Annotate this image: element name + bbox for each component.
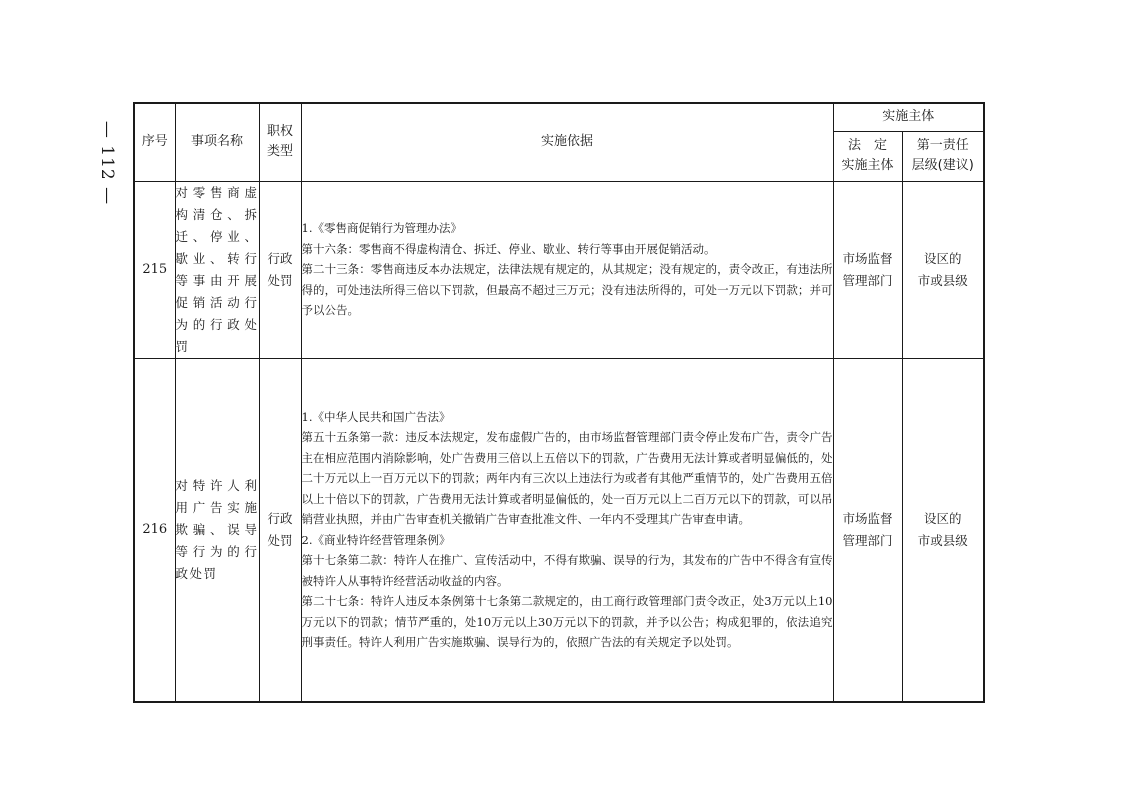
- header-type-line1: 职权: [266, 124, 293, 140]
- row-level: [902, 181, 984, 358]
- row-type-line2: 处罚: [267, 272, 293, 288]
- row-item-name: 对零售商虚构清仓、拆迁、停业、歇业、转行等事由开展促销活动行为的行政处罚: [175, 181, 259, 358]
- row-legal-subject: [833, 181, 902, 358]
- row-seq: 215: [134, 181, 175, 358]
- basis-paragraph: 第十七条第二款：特许人在推广、宣传活动中，不得有欺骗、误导的行为，其发布的广告中不得含有宣传被特许人从事特许经营活动收益的内容。: [301, 553, 833, 588]
- row-org-line2: 管理部门: [842, 272, 893, 288]
- basis-paragraph: 第二十七条：特许人违反本条例第十七条第二款规定的，由工商行政管理部门责令改正，处3万元以上10万元以下的罚款；情节严重的，处10万元以上30万元以下的罚款，并予以公告；构成犯罪的，依法追究刑事责任。特许人利用广告实施欺骗、误导行为的，依照广告法的有关规定予以处罚。: [301, 594, 833, 650]
- basis-paragraph: 1.《中华人民共和国广告法》: [301, 409, 451, 424]
- row-type-line2: 处罚: [267, 532, 293, 548]
- header-type: [259, 103, 301, 181]
- table-row: [134, 181, 984, 358]
- basis-paragraph: 第十六条：零售商不得虚构清仓、拆迁、停业、歇业、转行等事由开展促销活动。: [301, 241, 716, 256]
- basis-paragraph: 第二十三条：零售商违反本办法规定，法律法规有规定的，从其规定；没有规定的，责令改正，有违法所得的，可处违法所得三倍以下罚款，但最高不超过三万元；没有违法所得的，可处一万元以下罚款；并可予以公告。: [301, 262, 833, 318]
- header-legal-subject: [833, 131, 902, 181]
- row-basis: [301, 181, 833, 358]
- header-row-1: [134, 103, 984, 131]
- row-type-line1: 行政: [267, 510, 293, 526]
- row-org-line1: 市场监督: [842, 250, 893, 266]
- enforcement-table: [133, 102, 985, 703]
- row-level-line1: 设区的: [924, 250, 962, 266]
- row-type: [259, 358, 301, 702]
- header-name: 事项名称: [175, 103, 259, 181]
- row-basis: [301, 358, 833, 702]
- row-item-name: 对特许人利用广告实施欺骗、误导等行为的行政处罚: [175, 358, 259, 702]
- page-number-text: — 112 —: [97, 120, 118, 206]
- header-basis: 实施依据: [301, 103, 833, 181]
- header-subject: 实施主体: [833, 103, 984, 131]
- header-type-line2: 类型: [266, 144, 293, 160]
- row-level-line2: 市或县级: [917, 272, 968, 288]
- row-type: [259, 181, 301, 358]
- row-seq: 216: [134, 358, 175, 702]
- row-level: [902, 358, 984, 702]
- row-level-line1: 设区的: [924, 510, 962, 526]
- header-seq: 序号: [134, 103, 175, 181]
- page-number: [92, 118, 122, 208]
- row-level-line2: 市或县级: [917, 532, 968, 548]
- basis-paragraph: 2.《商业特许经营管理条例》: [301, 532, 451, 547]
- basis-paragraph: 第五十五条第一款：违反本法规定，发布虚假广告的，由市场监督管理部门责令停止发布广告，责令广告主在相应范围内消除影响，处广告费用三倍以上五倍以下的罚款，广告费用无法计算或者明显偏低的，处二十万元以上一百万元以下的罚款；两年内有三次以上违法行为或者有其他严重情节的，处广告费用五倍以上十倍以下的罚款，广告费用无法计算或者明显偏低的，处一百万元以上二百万元以下的罚款，可以吊销营业执照，并由广告审查机关撤销广告审查批准文件、一年内不受理其广告审查申请。: [301, 430, 833, 527]
- row-type-line1: 行政: [267, 250, 293, 266]
- header-legal-line2: 实施主体: [841, 158, 894, 173]
- row-org-line2: 管理部门: [842, 532, 893, 548]
- row-org-line1: 市场监督: [842, 510, 893, 526]
- header-level-line1: 第一责任: [916, 138, 969, 153]
- table-row: [134, 358, 984, 702]
- header-level: [902, 131, 984, 181]
- header-level-line2: 层级(建议): [911, 158, 974, 173]
- header-legal-line1: 法 定: [847, 138, 887, 153]
- row-legal-subject: [833, 358, 902, 702]
- basis-paragraph: 1.《零售商促销行为管理办法》: [301, 221, 462, 236]
